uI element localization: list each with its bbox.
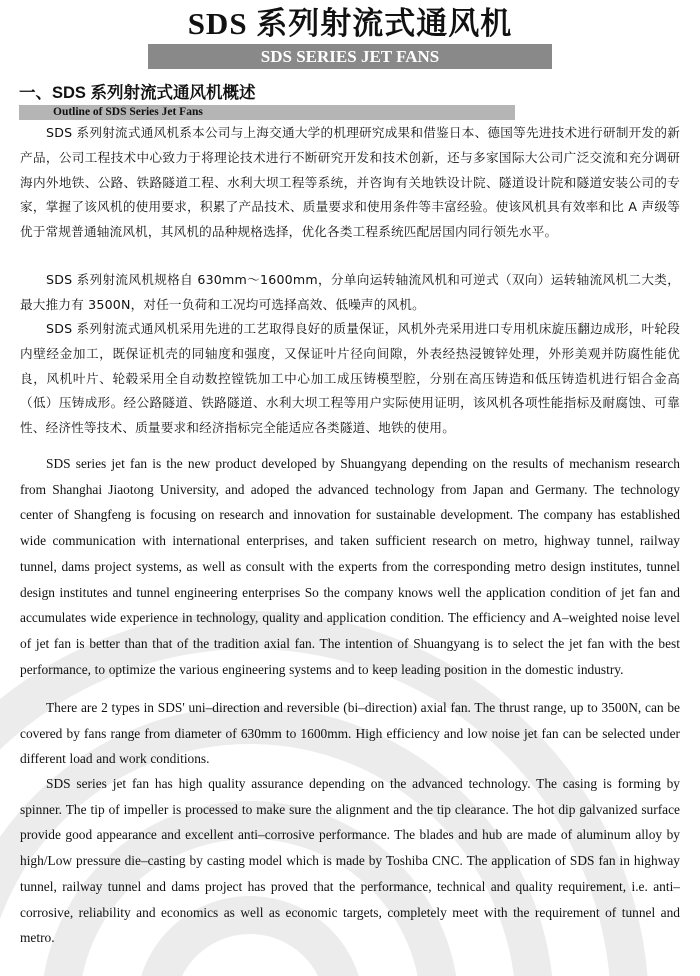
paragraph-en-2: There are 2 types in SDS' uni–direction and reversible (bi–direction) axial fan. The thrust range, up to 3500N, can be covered by fans range from diameter of 630mm to 1600mm. High efficiency and low noise jet fan can be selected under different load and work conditions. bbox=[20, 700, 680, 767]
paragraph-en-3: SDS series jet fan has high quality assurance depending on the advanced technology. The casing is forming by spinner. The tip of impeller is processed to make sure the alignment and the tip clearance. The hot dip galvanized surface provide good appearance and excellent anti–corrosive performance. The blades and hub are made of aluminum alloy by high/Low pressure die–casting by casting model which is made by Toshiba CNC. The application of SDS fan in highway tunnel, railway tunnel and dams project has proved that the performance, technical and quality requirement, i.e. anti–corrosive, reliability and economics as well as economic targets, completely meet with the requirement of tunnel and metro. bbox=[20, 776, 680, 946]
subtitle-banner: SDS SERIES JET FANS bbox=[148, 44, 552, 69]
paragraph-en-1: SDS series jet fan is the new product developed by Shuangyang depending on the results of mechanism research from Shanghai Jiaotong University, and adoped the advanced technology from Japan and Germany. The technology center of Shangfeng is focusing on research and innovation for sustainable development. The company has established wide communication with international enterprises, and taken sufficient research on metro, highway tunnel, railway tunnel, dams project systems, as well as consult with the experts from the corresponding metro design institutes, tunnel design institutes and tunnel engineering enterprises So the company knows well the application condition of jet fan and accumulates wide experience in technology, quality and application condition. The efficiency and A–weighted noise level of jet fan is better than that of the tradition axial fan. The intention of Shuangyang is to select the jet fan with the best performance, to optimize the various engineering systems and to keep leading position in the domestic industry. bbox=[20, 456, 680, 677]
paragraph-zh-3: SDS 系列射流式通风机采用先进的工艺取得良好的质量保证，风机外壳采用进口专用机床旋压翻边成形，叶轮段内壁经金加工，既保证机壳的同轴度和强度，又保证叶片径向间隙，外表经热浸镀锌处理，外形美观并防腐性能优良，风机叶片、轮毂采用全自动数控镗铣加工中心加工成压铸模型腔，分别在高压铸造和低压铸造机进行铝合金高（低）压铸成形。经公路隧道、铁路隧道、水利大坝工程等用户实际使用证明，该风机各项性能指标及耐腐蚀、可靠性、经济性等技术、质量要求和经济指标完全能适应各类隧道、地铁的使用。 bbox=[20, 321, 680, 436]
section-heading: 一、SDS 系列射流式通风机概述 bbox=[19, 84, 256, 102]
section-subheading: Outline of SDS Series Jet Fans bbox=[53, 106, 203, 118]
paragraph-zh-1: SDS 系列射流式通风机系本公司与上海交通大学的机理研究成果和借鉴日本、德国等先进技术进行研制开发的新产品，公司工程技术中心致力于将理论技术进行不断研究开发和技术创新，还与多家国际大公司广泛交流和充分调研海内外地铁、公路、铁路隧道工程、水利大坝工程等系统，并咨询有关地铁设计院、隧道设计院和隧道安装公司的专家，掌握了该风机的使用要求，积累了产品技术、质量要求和使用条件等丰富经验。使该风机具有效率和比 A 声级等优于常规普通轴流风机，其风机的品种规格选择，优化各类工程系统匹配居国内同行领先水平。 bbox=[20, 125, 680, 240]
page-title: SDS 系列射流式通风机 bbox=[187, 6, 513, 41]
paragraph-zh-2: SDS 系列射流风机规格自 630mm～1600mm，分单向运转轴流风机和可逆式（双向）运转轴流风机二大类，最大推力有 3500N，对任一负荷和工况均可选择高效、低噪声的风机。 bbox=[20, 272, 680, 312]
